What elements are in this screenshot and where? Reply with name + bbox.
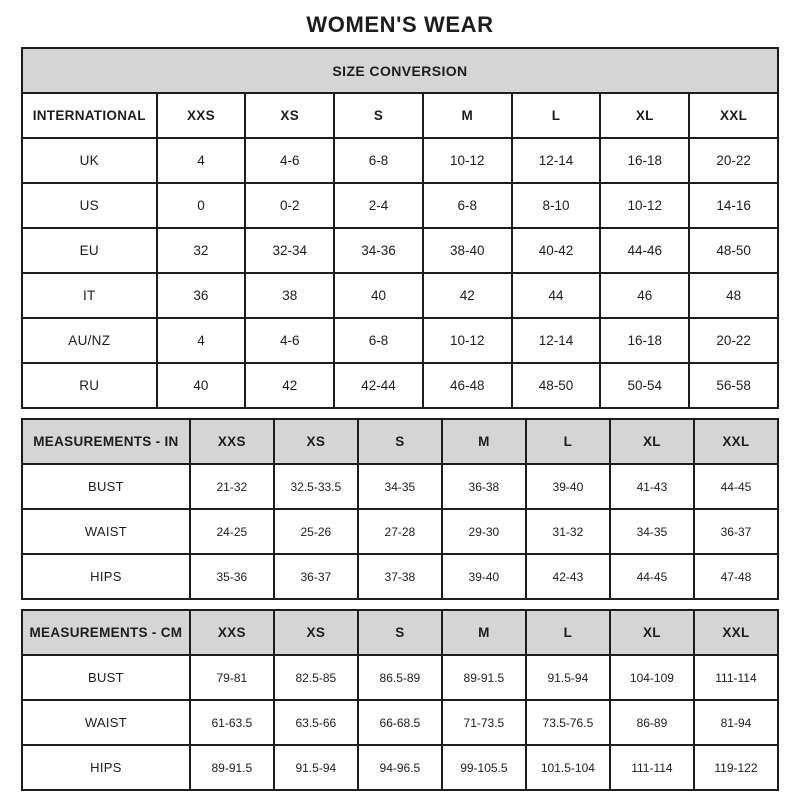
size-value-cell: 40-42 (512, 228, 601, 273)
size-value-cell: 34-35 (358, 464, 442, 509)
column-header-cell: XXS (190, 419, 274, 464)
size-value-cell: 86.5-89 (358, 655, 442, 700)
column-header-cell: L (526, 419, 610, 464)
column-header-cell: XXS (190, 610, 274, 655)
row-label: HIPS (22, 745, 190, 790)
size-value-cell: 12-14 (512, 138, 601, 183)
table-row (22, 228, 778, 273)
size-value-cell: 47-48 (694, 554, 778, 599)
size-value-cell: 0 (157, 183, 246, 228)
size-value-cell: 31-32 (526, 509, 610, 554)
size-value-cell: 89-91.5 (190, 745, 274, 790)
size-value-cell: 44-46 (600, 228, 689, 273)
size-value-cell: 36-37 (274, 554, 358, 599)
size-value-cell: 89-91.5 (442, 655, 526, 700)
size-value-cell: 4 (157, 318, 246, 363)
column-header-cell: XL (610, 610, 694, 655)
size-value-cell: 21-32 (190, 464, 274, 509)
size-value-cell: 71-73.5 (442, 700, 526, 745)
size-value-cell: 44 (512, 273, 601, 318)
size-value-cell: 36 (157, 273, 246, 318)
size-value-cell: 44-45 (694, 464, 778, 509)
size-value-cell: 119-122 (694, 745, 778, 790)
size-value-cell: 32 (157, 228, 246, 273)
size-value-cell: 79-81 (190, 655, 274, 700)
table-row (22, 363, 778, 408)
size-value-cell: 39-40 (442, 554, 526, 599)
table-row (22, 318, 778, 363)
size-value-cell: 2-4 (334, 183, 423, 228)
size-value-cell: 34-35 (610, 509, 694, 554)
table-row (22, 700, 778, 745)
size-value-cell: 25-26 (274, 509, 358, 554)
size-value-cell: 10-12 (423, 138, 512, 183)
row-label: EU (22, 228, 157, 273)
size-value-cell: 6-8 (334, 138, 423, 183)
size-value-cell: 6-8 (423, 183, 512, 228)
size-value-cell: 42-43 (526, 554, 610, 599)
table-row (22, 273, 778, 318)
row-label: WAIST (22, 509, 190, 554)
size-value-cell: 39-40 (526, 464, 610, 509)
size-value-cell: 86-89 (610, 700, 694, 745)
size-value-cell: 10-12 (423, 318, 512, 363)
column-header-cell: XXS (157, 93, 246, 138)
size-value-cell: 10-12 (600, 183, 689, 228)
measurements-in-table (21, 418, 779, 600)
row-label: HIPS (22, 554, 190, 599)
column-header-cell: M (442, 610, 526, 655)
size-value-cell: 46 (600, 273, 689, 318)
size-value-cell: 36-38 (442, 464, 526, 509)
column-header-cell: S (358, 610, 442, 655)
column-header-cell: S (334, 93, 423, 138)
header-row (22, 610, 778, 655)
column-header-cell: XXL (689, 93, 778, 138)
size-value-cell: 14-16 (689, 183, 778, 228)
size-conversion-table (21, 47, 779, 409)
column-header-cell: XL (610, 419, 694, 464)
size-value-cell: 20-22 (689, 318, 778, 363)
size-value-cell: 94-96.5 (358, 745, 442, 790)
size-value-cell: 32.5-33.5 (274, 464, 358, 509)
tables-container (21, 47, 779, 791)
column-header-cell: M (442, 419, 526, 464)
size-value-cell: 66-68.5 (358, 700, 442, 745)
size-value-cell: 111-114 (610, 745, 694, 790)
size-value-cell: 91.5-94 (526, 655, 610, 700)
size-value-cell: 101.5-104 (526, 745, 610, 790)
size-value-cell: 91.5-94 (274, 745, 358, 790)
table-row (22, 554, 778, 599)
size-value-cell: 37-38 (358, 554, 442, 599)
column-header-cell: XXL (694, 419, 778, 464)
page-title: WOMEN'S WEAR (306, 12, 494, 37)
column-header-cell: M (423, 93, 512, 138)
size-value-cell: 20-22 (689, 138, 778, 183)
size-value-cell: 4-6 (245, 318, 334, 363)
size-value-cell: 48-50 (512, 363, 601, 408)
size-value-cell: 38-40 (423, 228, 512, 273)
size-value-cell: 61-63.5 (190, 700, 274, 745)
size-value-cell: 16-18 (600, 318, 689, 363)
size-value-cell: 29-30 (442, 509, 526, 554)
size-value-cell: 40 (334, 273, 423, 318)
column-header-cell: L (526, 610, 610, 655)
size-value-cell: 111-114 (694, 655, 778, 700)
column-header-cell: XS (274, 610, 358, 655)
size-value-cell: 40 (157, 363, 246, 408)
size-value-cell: 46-48 (423, 363, 512, 408)
size-value-cell: 34-36 (334, 228, 423, 273)
size-value-cell: 36-37 (694, 509, 778, 554)
size-value-cell: 63.5-66 (274, 700, 358, 745)
size-value-cell: 4-6 (245, 138, 334, 183)
size-value-cell: 56-58 (689, 363, 778, 408)
table-row (22, 138, 778, 183)
size-value-cell: 16-18 (600, 138, 689, 183)
row-label: RU (22, 363, 157, 408)
column-header-cell: XXL (694, 610, 778, 655)
banner-row (22, 48, 778, 93)
table-row (22, 509, 778, 554)
row-label: UK (22, 138, 157, 183)
size-value-cell: 38 (245, 273, 334, 318)
table-row (22, 183, 778, 228)
row-label: WAIST (22, 700, 190, 745)
size-value-cell: 99-105.5 (442, 745, 526, 790)
column-header-cell: MEASUREMENTS - IN (22, 419, 190, 464)
header-row (22, 93, 778, 138)
column-header-cell: XS (274, 419, 358, 464)
size-value-cell: 50-54 (600, 363, 689, 408)
column-header-cell: XS (245, 93, 334, 138)
row-label: BUST (22, 464, 190, 509)
size-value-cell: 42 (245, 363, 334, 408)
column-header-cell: S (358, 419, 442, 464)
size-value-cell: 82.5-85 (274, 655, 358, 700)
size-value-cell: 35-36 (190, 554, 274, 599)
size-value-cell: 6-8 (334, 318, 423, 363)
table-row (22, 464, 778, 509)
size-value-cell: 32-34 (245, 228, 334, 273)
size-value-cell: 48 (689, 273, 778, 318)
size-value-cell: 81-94 (694, 700, 778, 745)
size-value-cell: 4 (157, 138, 246, 183)
size-value-cell: 73.5-76.5 (526, 700, 610, 745)
size-value-cell: 41-43 (610, 464, 694, 509)
table-row (22, 655, 778, 700)
size-value-cell: 0-2 (245, 183, 334, 228)
row-label: BUST (22, 655, 190, 700)
table-banner: SIZE CONVERSION (22, 48, 778, 93)
header-row (22, 419, 778, 464)
row-label: IT (22, 273, 157, 318)
row-label: US (22, 183, 157, 228)
column-header-cell: XL (600, 93, 689, 138)
size-value-cell: 8-10 (512, 183, 601, 228)
size-value-cell: 42-44 (334, 363, 423, 408)
size-value-cell: 24-25 (190, 509, 274, 554)
size-value-cell: 104-109 (610, 655, 694, 700)
column-header-cell: MEASUREMENTS - CM (22, 610, 190, 655)
column-header-cell: INTERNATIONAL (22, 93, 157, 138)
size-value-cell: 12-14 (512, 318, 601, 363)
size-value-cell: 48-50 (689, 228, 778, 273)
size-value-cell: 42 (423, 273, 512, 318)
measurements-cm-table (21, 609, 779, 791)
column-header-cell: L (512, 93, 601, 138)
row-label: AU/NZ (22, 318, 157, 363)
size-value-cell: 44-45 (610, 554, 694, 599)
size-value-cell: 27-28 (358, 509, 442, 554)
table-row (22, 745, 778, 790)
